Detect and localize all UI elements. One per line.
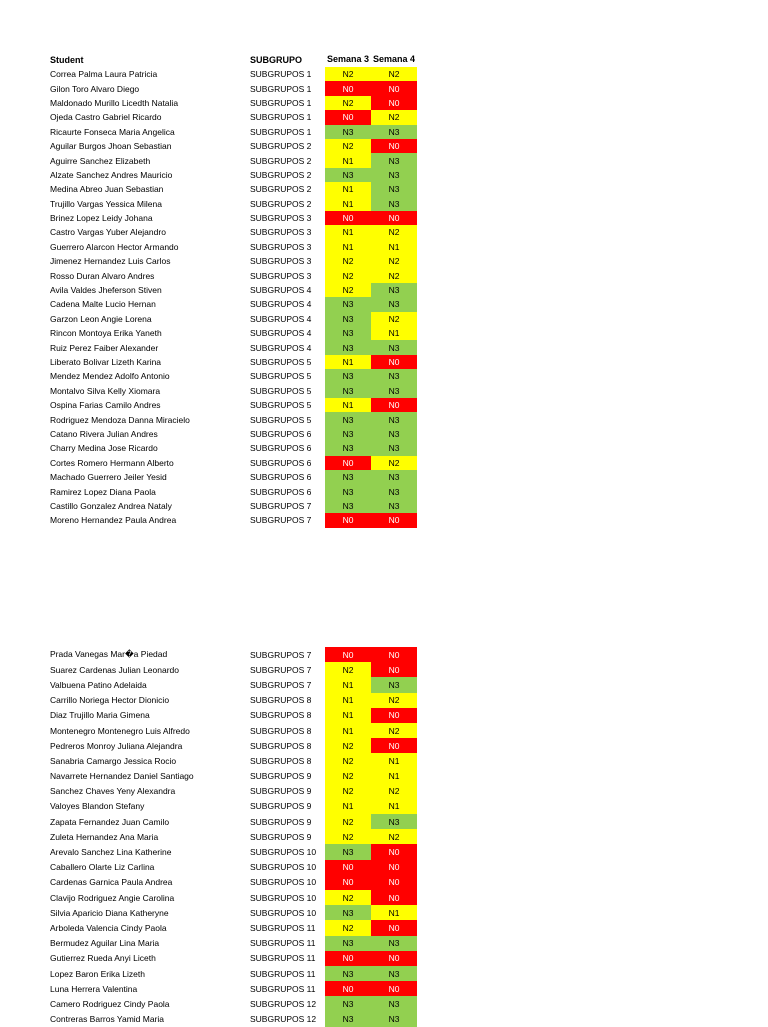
semana4-cell: N0 [371, 951, 417, 966]
table-row [50, 225, 418, 239]
table-row [50, 860, 418, 875]
subgrupo-cell: SUBGRUPOS 8 [250, 710, 312, 721]
semana3-cell: N0 [325, 951, 371, 966]
table-row [50, 966, 418, 981]
student-name: Sanchez Chaves Yeny Alexandra [50, 786, 176, 797]
semana3-cell: N3 [325, 844, 371, 859]
table-row [50, 799, 418, 814]
table-row [50, 153, 418, 167]
subgrupo-cell: SUBGRUPOS 7 [250, 664, 312, 675]
table-row [50, 951, 418, 966]
student-name: Cortes Romero Hermann Alberto [50, 457, 174, 468]
semana4-cell: N3 [371, 340, 417, 354]
subgrupo-cell: SUBGRUPOS 3 [250, 227, 312, 238]
semana4-cell: N3 [371, 1012, 417, 1027]
student-name: Bermudez Aguilar Lina Maria [50, 938, 160, 949]
semana3-cell: N1 [325, 693, 371, 708]
semana4-cell: N2 [371, 268, 417, 282]
student-name: Prada Vanegas Mar�a Piedad [50, 649, 168, 660]
subgrupo-cell: SUBGRUPOS 1 [250, 126, 312, 137]
subgrupo-cell: SUBGRUPOS 5 [250, 371, 312, 382]
semana4-cell: N2 [371, 456, 417, 470]
semana4-cell: N3 [371, 814, 417, 829]
semana3-cell: N3 [325, 312, 371, 326]
table-row [50, 168, 418, 182]
table-row [50, 369, 418, 383]
table-row [50, 283, 418, 297]
subgrupo-cell: SUBGRUPOS 6 [250, 472, 312, 483]
subgrupo-cell: SUBGRUPOS 8 [250, 740, 312, 751]
semana4-cell: N0 [371, 981, 417, 996]
student-name: Arboleda Valencia Cindy Paola [50, 922, 167, 933]
header-subgrupo: SUBGRUPO [250, 55, 303, 65]
table-row [50, 814, 418, 829]
semana4-cell: N0 [371, 81, 417, 95]
subgrupo-cell: SUBGRUPOS 5 [250, 357, 312, 367]
subgrupo-cell: SUBGRUPOS 2 [250, 141, 312, 152]
semana3-cell: N2 [325, 784, 371, 799]
table-row [50, 427, 418, 441]
semana4-cell: N2 [371, 254, 417, 268]
semana4-cell: N1 [371, 753, 417, 768]
table-row [50, 996, 418, 1011]
semana3-cell: N1 [325, 398, 371, 412]
semana3-cell: N1 [325, 182, 371, 196]
student-name: Moreno Hernandez Paula Andrea [50, 515, 177, 526]
subgrupo-cell: SUBGRUPOS 11 [250, 938, 316, 949]
table-row [50, 456, 418, 470]
semana4-cell: N2 [371, 723, 417, 738]
table-row [50, 326, 418, 340]
student-name: Montenegro Montenegro Luis Alfredo [50, 725, 190, 736]
subgrupo-cell: SUBGRUPOS 11 [250, 953, 316, 964]
semana3-cell: N0 [325, 647, 371, 662]
table-row [50, 513, 418, 527]
semana4-cell: N0 [371, 513, 417, 527]
semana3-cell: N2 [325, 769, 371, 784]
table-row [50, 723, 418, 738]
subgrupo-cell: SUBGRUPOS 10 [250, 877, 317, 888]
semana4-cell: N0 [371, 139, 417, 153]
semana4-cell: N3 [371, 153, 417, 167]
semana4-cell: N1 [371, 769, 417, 784]
semana3-cell: N1 [325, 197, 371, 211]
table-row [50, 268, 418, 282]
semana4-cell: N0 [371, 875, 417, 890]
table-row [50, 484, 418, 498]
student-name: Cardenas Garnica Paula Andrea [50, 877, 173, 888]
student-name: Contreras Barros Yamid Maria [50, 1014, 165, 1025]
student-name: Brinez Lopez Leidy Johana [50, 213, 153, 224]
semana3-cell: N3 [325, 499, 371, 513]
semana4-cell: N1 [371, 326, 417, 340]
student-name: Zapata Fernandez Juan Camilo [50, 816, 170, 827]
semana3-cell: N0 [325, 211, 371, 225]
semana4-cell: N2 [371, 693, 417, 708]
semana3-cell: N3 [325, 168, 371, 182]
table-row [50, 240, 418, 254]
table-block-1 [50, 53, 418, 528]
subgrupo-cell: SUBGRUPOS 3 [250, 241, 312, 252]
subgrupo-cell: SUBGRUPOS 6 [250, 443, 312, 454]
header-semana3: Semana 3 [326, 54, 370, 64]
student-name: Ricaurte Fonseca Maria Angelica [50, 126, 175, 137]
table-row [50, 96, 418, 110]
semana3-cell: N3 [325, 326, 371, 340]
header-row [50, 53, 418, 65]
semana3-cell: N2 [325, 268, 371, 282]
subgrupo-cell: SUBGRUPOS 10 [250, 862, 317, 873]
semana3-cell: N3 [325, 340, 371, 354]
semana3-cell: N0 [325, 81, 371, 95]
semana3-cell: N1 [325, 240, 371, 254]
student-name: Carrillo Noriega Hector Dionicio [50, 695, 170, 706]
student-name: Rodriguez Mendoza Danna Miracielo [50, 414, 190, 425]
semana4-cell: N3 [371, 125, 417, 139]
semana4-cell: N3 [371, 168, 417, 182]
table-row [50, 340, 418, 354]
semana3-cell: N1 [325, 225, 371, 239]
student-name: Ruiz Perez Faiber Alexander [50, 342, 159, 353]
student-name: Charry Medina Jose Ricardo [50, 443, 158, 454]
subgrupo-cell: SUBGRUPOS 8 [250, 755, 312, 766]
subgrupo-cell: SUBGRUPOS 4 [250, 342, 312, 353]
student-name: Medina Abreo Juan Sebastian [50, 184, 164, 195]
semana4-cell: N3 [371, 470, 417, 484]
student-name: Maldonado Murillo Licedth Natalia [50, 97, 179, 108]
semana3-cell: N2 [325, 96, 371, 110]
semana4-cell: N0 [371, 96, 417, 110]
semana3-cell: N3 [325, 484, 371, 498]
semana4-cell: N3 [371, 297, 417, 311]
table-row [50, 254, 418, 268]
semana4-cell: N0 [371, 860, 417, 875]
semana3-cell: N3 [325, 996, 371, 1011]
semana3-cell: N2 [325, 753, 371, 768]
subgrupo-cell: SUBGRUPOS 8 [250, 695, 312, 706]
semana4-cell: N3 [371, 412, 417, 426]
semana3-cell: N3 [325, 441, 371, 455]
subgrupo-cell: SUBGRUPOS 1 [250, 69, 312, 80]
subgrupo-cell: SUBGRUPOS 7 [250, 500, 312, 511]
student-name: Catano Rivera Julian Andres [50, 428, 158, 439]
header-semana4: Semana 4 [372, 54, 416, 64]
table-row [50, 355, 418, 369]
subgrupo-cell: SUBGRUPOS 4 [250, 328, 312, 339]
subgrupo-cell: SUBGRUPOS 3 [250, 213, 312, 224]
student-name: Garzon Leon Angie Lorena [50, 313, 152, 324]
table-row [50, 844, 418, 859]
student-name: Castro Vargas Yuber Alejandro [50, 227, 166, 238]
student-name: Aguilar Burgos Jhoan Sebastian [50, 141, 172, 152]
semana4-cell: N1 [371, 799, 417, 814]
subgrupo-cell: SUBGRUPOS 11 [250, 983, 316, 994]
table-row [50, 890, 418, 905]
student-name: Suarez Cardenas Julian Leonardo [50, 664, 180, 675]
subgrupo-cell: SUBGRUPOS 5 [250, 385, 312, 396]
semana3-cell: N2 [325, 139, 371, 153]
subgrupo-cell: SUBGRUPOS 12 [250, 1014, 317, 1025]
student-name: Arevalo Sanchez Lina Katherine [50, 847, 172, 858]
subgrupo-cell: SUBGRUPOS 6 [250, 457, 312, 468]
student-name: Cadena Malte Lucio Hernan [50, 299, 156, 310]
subgrupo-cell: SUBGRUPOS 7 [250, 649, 312, 660]
student-name: Liberato Bolivar Lizeth Karina [50, 357, 162, 367]
student-name: Lopez Baron Erika Lizeth [50, 968, 145, 979]
semana3-cell: N2 [325, 283, 371, 297]
semana3-cell: N0 [325, 875, 371, 890]
rows-2 [50, 647, 418, 1027]
subgrupo-cell: SUBGRUPOS 10 [250, 892, 317, 903]
subgrupo-cell: SUBGRUPOS 9 [250, 786, 312, 797]
table-row [50, 441, 418, 455]
semana3-cell: N2 [325, 920, 371, 935]
semana3-cell: N1 [325, 723, 371, 738]
subgrupo-cell: SUBGRUPOS 11 [250, 968, 316, 979]
semana3-cell: N1 [325, 153, 371, 167]
semana4-cell: N3 [371, 484, 417, 498]
semana4-cell: N0 [371, 920, 417, 935]
student-name: Diaz Trujillo Maria Gimena [50, 710, 150, 721]
student-name: Valbuena Patino Adelaida [50, 679, 147, 690]
semana4-cell: N2 [371, 67, 417, 81]
subgrupo-cell: SUBGRUPOS 1 [250, 83, 312, 94]
table-row [50, 936, 418, 951]
semana4-cell: N3 [371, 384, 417, 398]
semana3-cell: N3 [325, 966, 371, 981]
subgrupo-cell: SUBGRUPOS 4 [250, 285, 312, 296]
student-name: Zuleta Hernandez Ana Maria [50, 831, 159, 842]
subgrupo-cell: SUBGRUPOS 4 [250, 299, 312, 310]
table-row [50, 829, 418, 844]
subgrupo-cell: SUBGRUPOS 1 [250, 112, 312, 123]
semana4-cell: N0 [371, 844, 417, 859]
student-name: Clavijo Rodriguez Angie Carolina [50, 892, 175, 903]
semana4-cell: N3 [371, 966, 417, 981]
semana4-cell: N0 [371, 355, 417, 369]
subgrupo-cell: SUBGRUPOS 4 [250, 313, 312, 324]
semana4-cell: N1 [371, 905, 417, 920]
subgrupo-cell: SUBGRUPOS 8 [250, 725, 312, 736]
semana3-cell: N1 [325, 799, 371, 814]
subgrupo-cell: SUBGRUPOS 6 [250, 486, 312, 497]
student-name: Guerrero Alarcon Hector Armando [50, 241, 179, 252]
student-name: Jimenez Hernandez Luis Carlos [50, 256, 171, 267]
student-name: Ojeda Castro Gabriel Ricardo [50, 112, 162, 123]
subgrupo-cell: SUBGRUPOS 1 [250, 97, 312, 108]
subgrupo-cell: SUBGRUPOS 12 [250, 998, 317, 1009]
student-name: Rincon Montoya Erika Yaneth [50, 328, 162, 339]
student-name: Alzate Sanchez Andres Mauricio [50, 169, 173, 180]
semana3-cell: N1 [325, 677, 371, 692]
student-name: Camero Rodriguez Cindy Paola [50, 998, 170, 1009]
student-name: Correa Palma Laura Patricia [50, 69, 158, 80]
table-row [50, 312, 418, 326]
student-name: Ramirez Lopez Diana Paola [50, 486, 156, 497]
subgrupo-cell: SUBGRUPOS 2 [250, 184, 312, 195]
subgrupo-cell: SUBGRUPOS 3 [250, 270, 312, 281]
student-name: Silvia Aparicio Diana Katheryne [50, 907, 169, 918]
table-row [50, 753, 418, 768]
table-row [50, 125, 418, 139]
subgrupo-cell: SUBGRUPOS 2 [250, 198, 312, 209]
semana3-cell: N3 [325, 412, 371, 426]
table-row [50, 110, 418, 124]
table-row [50, 384, 418, 398]
semana3-cell: N2 [325, 254, 371, 268]
semana3-cell: N3 [325, 936, 371, 951]
table-row [50, 905, 418, 920]
student-name: Valoyes Blandon Stefany [50, 801, 145, 812]
table-row [50, 197, 418, 211]
semana4-cell: N3 [371, 427, 417, 441]
semana3-cell: N3 [325, 905, 371, 920]
semana3-cell: N0 [325, 981, 371, 996]
semana4-cell: N0 [371, 398, 417, 412]
semana3-cell: N3 [325, 427, 371, 441]
semana3-cell: N3 [325, 297, 371, 311]
table-row [50, 738, 418, 753]
table-row [50, 297, 418, 311]
subgrupo-cell: SUBGRUPOS 9 [250, 816, 312, 827]
semana3-cell: N2 [325, 738, 371, 753]
semana4-cell: N0 [371, 211, 417, 225]
semana4-cell: N3 [371, 677, 417, 692]
table-row [50, 499, 418, 513]
subgrupo-cell: SUBGRUPOS 9 [250, 801, 312, 812]
semana4-cell: N3 [371, 441, 417, 455]
subgrupo-cell: SUBGRUPOS 11 [250, 922, 316, 933]
semana4-cell: N3 [371, 369, 417, 383]
table-block-2 [50, 647, 418, 1027]
semana3-cell: N2 [325, 890, 371, 905]
student-name: Mendez Mendez Adolfo Antonio [50, 371, 170, 382]
subgrupo-cell: SUBGRUPOS 9 [250, 831, 312, 842]
subgrupo-cell: SUBGRUPOS 5 [250, 414, 312, 425]
subgrupo-cell: SUBGRUPOS 7 [250, 679, 312, 690]
semana4-cell: N0 [371, 708, 417, 723]
semana4-cell: N2 [371, 312, 417, 326]
semana4-cell: N3 [371, 283, 417, 297]
student-name: Machado Guerrero Jeiler Yesid [50, 472, 167, 483]
semana4-cell: N1 [371, 240, 417, 254]
semana3-cell: N2 [325, 814, 371, 829]
student-name: Caballero Olarte Liz Carlina [50, 862, 155, 873]
semana3-cell: N3 [325, 384, 371, 398]
table-row [50, 920, 418, 935]
semana3-cell: N0 [325, 110, 371, 124]
table-row [50, 81, 418, 95]
semana4-cell: N0 [371, 890, 417, 905]
semana4-cell: N3 [371, 936, 417, 951]
semana3-cell: N1 [325, 355, 371, 369]
semana3-cell: N1 [325, 708, 371, 723]
semana3-cell: N3 [325, 369, 371, 383]
semana3-cell: N3 [325, 470, 371, 484]
semana3-cell: N2 [325, 67, 371, 81]
semana3-cell: N0 [325, 456, 371, 470]
table-row [50, 398, 418, 412]
table-row [50, 1012, 418, 1027]
table-row [50, 708, 418, 723]
student-name: Ospina Farias Camilo Andres [50, 400, 161, 411]
subgrupo-cell: SUBGRUPOS 5 [250, 400, 312, 411]
student-name: Gilon Toro Alvaro Diego [50, 83, 140, 94]
semana3-cell: N3 [325, 1012, 371, 1027]
table-row [50, 182, 418, 196]
table-row [50, 693, 418, 708]
semana3-cell: N2 [325, 662, 371, 677]
subgrupo-cell: SUBGRUPOS 9 [250, 771, 312, 782]
student-name: Montalvo Silva Kelly Xiomara [50, 385, 161, 396]
semana4-cell: N0 [371, 662, 417, 677]
semana4-cell: N2 [371, 784, 417, 799]
student-name: Aguirre Sanchez Elizabeth [50, 155, 151, 166]
table-row [50, 139, 418, 153]
table-row [50, 784, 418, 799]
semana4-cell: N3 [371, 197, 417, 211]
student-name: Pedreros Monroy Juliana Alejandra [50, 740, 183, 751]
student-name: Avila Valdes Jheferson Stiven [50, 285, 162, 296]
semana4-cell: N3 [371, 996, 417, 1011]
subgrupo-cell: SUBGRUPOS 3 [250, 256, 312, 267]
header-student: Student [50, 55, 84, 65]
student-name: Rosso Duran Alvaro Andres [50, 270, 155, 281]
subgrupo-cell: SUBGRUPOS 6 [250, 428, 312, 439]
table-row [50, 662, 418, 677]
table-row [50, 470, 418, 484]
student-name: Navarrete Hernandez Daniel Santiago [50, 771, 194, 782]
semana3-cell: N2 [325, 829, 371, 844]
semana3-cell: N0 [325, 860, 371, 875]
table-row [50, 769, 418, 784]
student-name: Trujillo Vargas Yessica Milena [50, 198, 162, 209]
student-name: Sanabria Camargo Jessica Rocio [50, 755, 177, 766]
subgrupo-cell: SUBGRUPOS 7 [250, 515, 312, 526]
subgrupo-cell: SUBGRUPOS 2 [250, 169, 312, 180]
semana4-cell: N0 [371, 738, 417, 753]
semana4-cell: N2 [371, 829, 417, 844]
table-row [50, 677, 418, 692]
semana4-cell: N3 [371, 499, 417, 513]
semana3-cell: N3 [325, 125, 371, 139]
semana4-cell: N2 [371, 110, 417, 124]
rows-1 [50, 67, 418, 528]
student-name: Gutierrez Rueda Anyi Liceth [50, 953, 156, 964]
subgrupo-cell: SUBGRUPOS 10 [250, 907, 317, 918]
semana4-cell: N2 [371, 225, 417, 239]
subgrupo-cell: SUBGRUPOS 2 [250, 155, 312, 166]
student-name: Castillo Gonzalez Andrea Nataly [50, 500, 172, 511]
semana4-cell: N3 [371, 182, 417, 196]
table-row [50, 211, 418, 225]
subgrupo-cell: SUBGRUPOS 10 [250, 847, 317, 858]
table-row [50, 981, 418, 996]
table-row [50, 647, 418, 662]
table-row [50, 412, 418, 426]
student-name: Luna Herrera Valentina [50, 983, 138, 994]
semana4-cell: N0 [371, 647, 417, 662]
table-row [50, 67, 418, 81]
semana3-cell: N0 [325, 513, 371, 527]
table-row [50, 875, 418, 890]
